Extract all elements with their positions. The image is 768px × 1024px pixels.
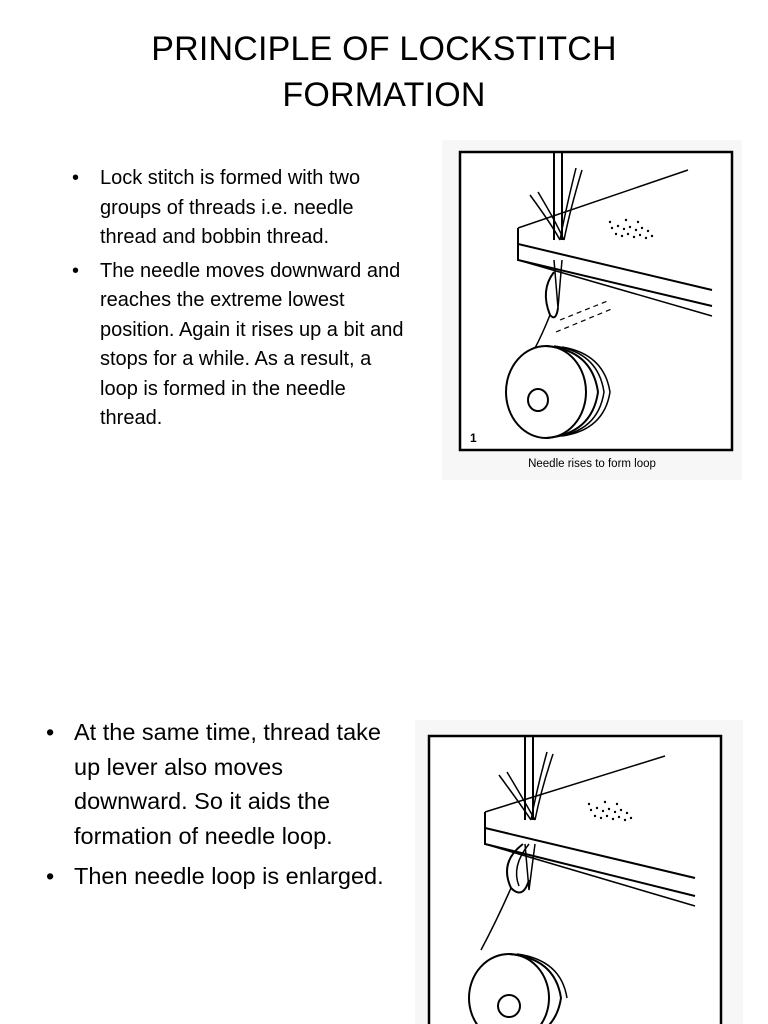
figure-caption: Needle rises to form loop bbox=[528, 458, 656, 470]
bullet-list bbox=[46, 715, 386, 900]
slide-title-line-1: PRINCIPLE OF LOCKSTITCH bbox=[151, 30, 617, 68]
needle-loop-enlarged-illustration bbox=[415, 720, 743, 1024]
bullet-item: • Then needle loop is enlarged. bbox=[46, 859, 386, 894]
sewing-diagram-drawing bbox=[415, 720, 743, 1024]
sewing-diagram-drawing bbox=[442, 140, 742, 480]
figure-number: 1 bbox=[470, 431, 477, 445]
bullet-list bbox=[72, 164, 412, 438]
slide-title bbox=[84, 26, 684, 118]
slide-2 bbox=[0, 690, 768, 1024]
slide-title-line-2: FORMATION bbox=[282, 76, 486, 114]
needle-loop-illustration bbox=[442, 140, 742, 480]
bullet-item: • At the same time, thread take up lever also moves downward. So it aids the formation of needle loop. bbox=[46, 715, 386, 853]
bullet-item: • The needle moves downward and reaches the extreme lowest position. Again it rises up a bit and stops for a while. As a result, a loop is formed in the needle thread. bbox=[72, 257, 412, 434]
bullet-item: • Lock stitch is formed with two groups of threads i.e. needle thread and bobbin thread. bbox=[72, 164, 412, 253]
